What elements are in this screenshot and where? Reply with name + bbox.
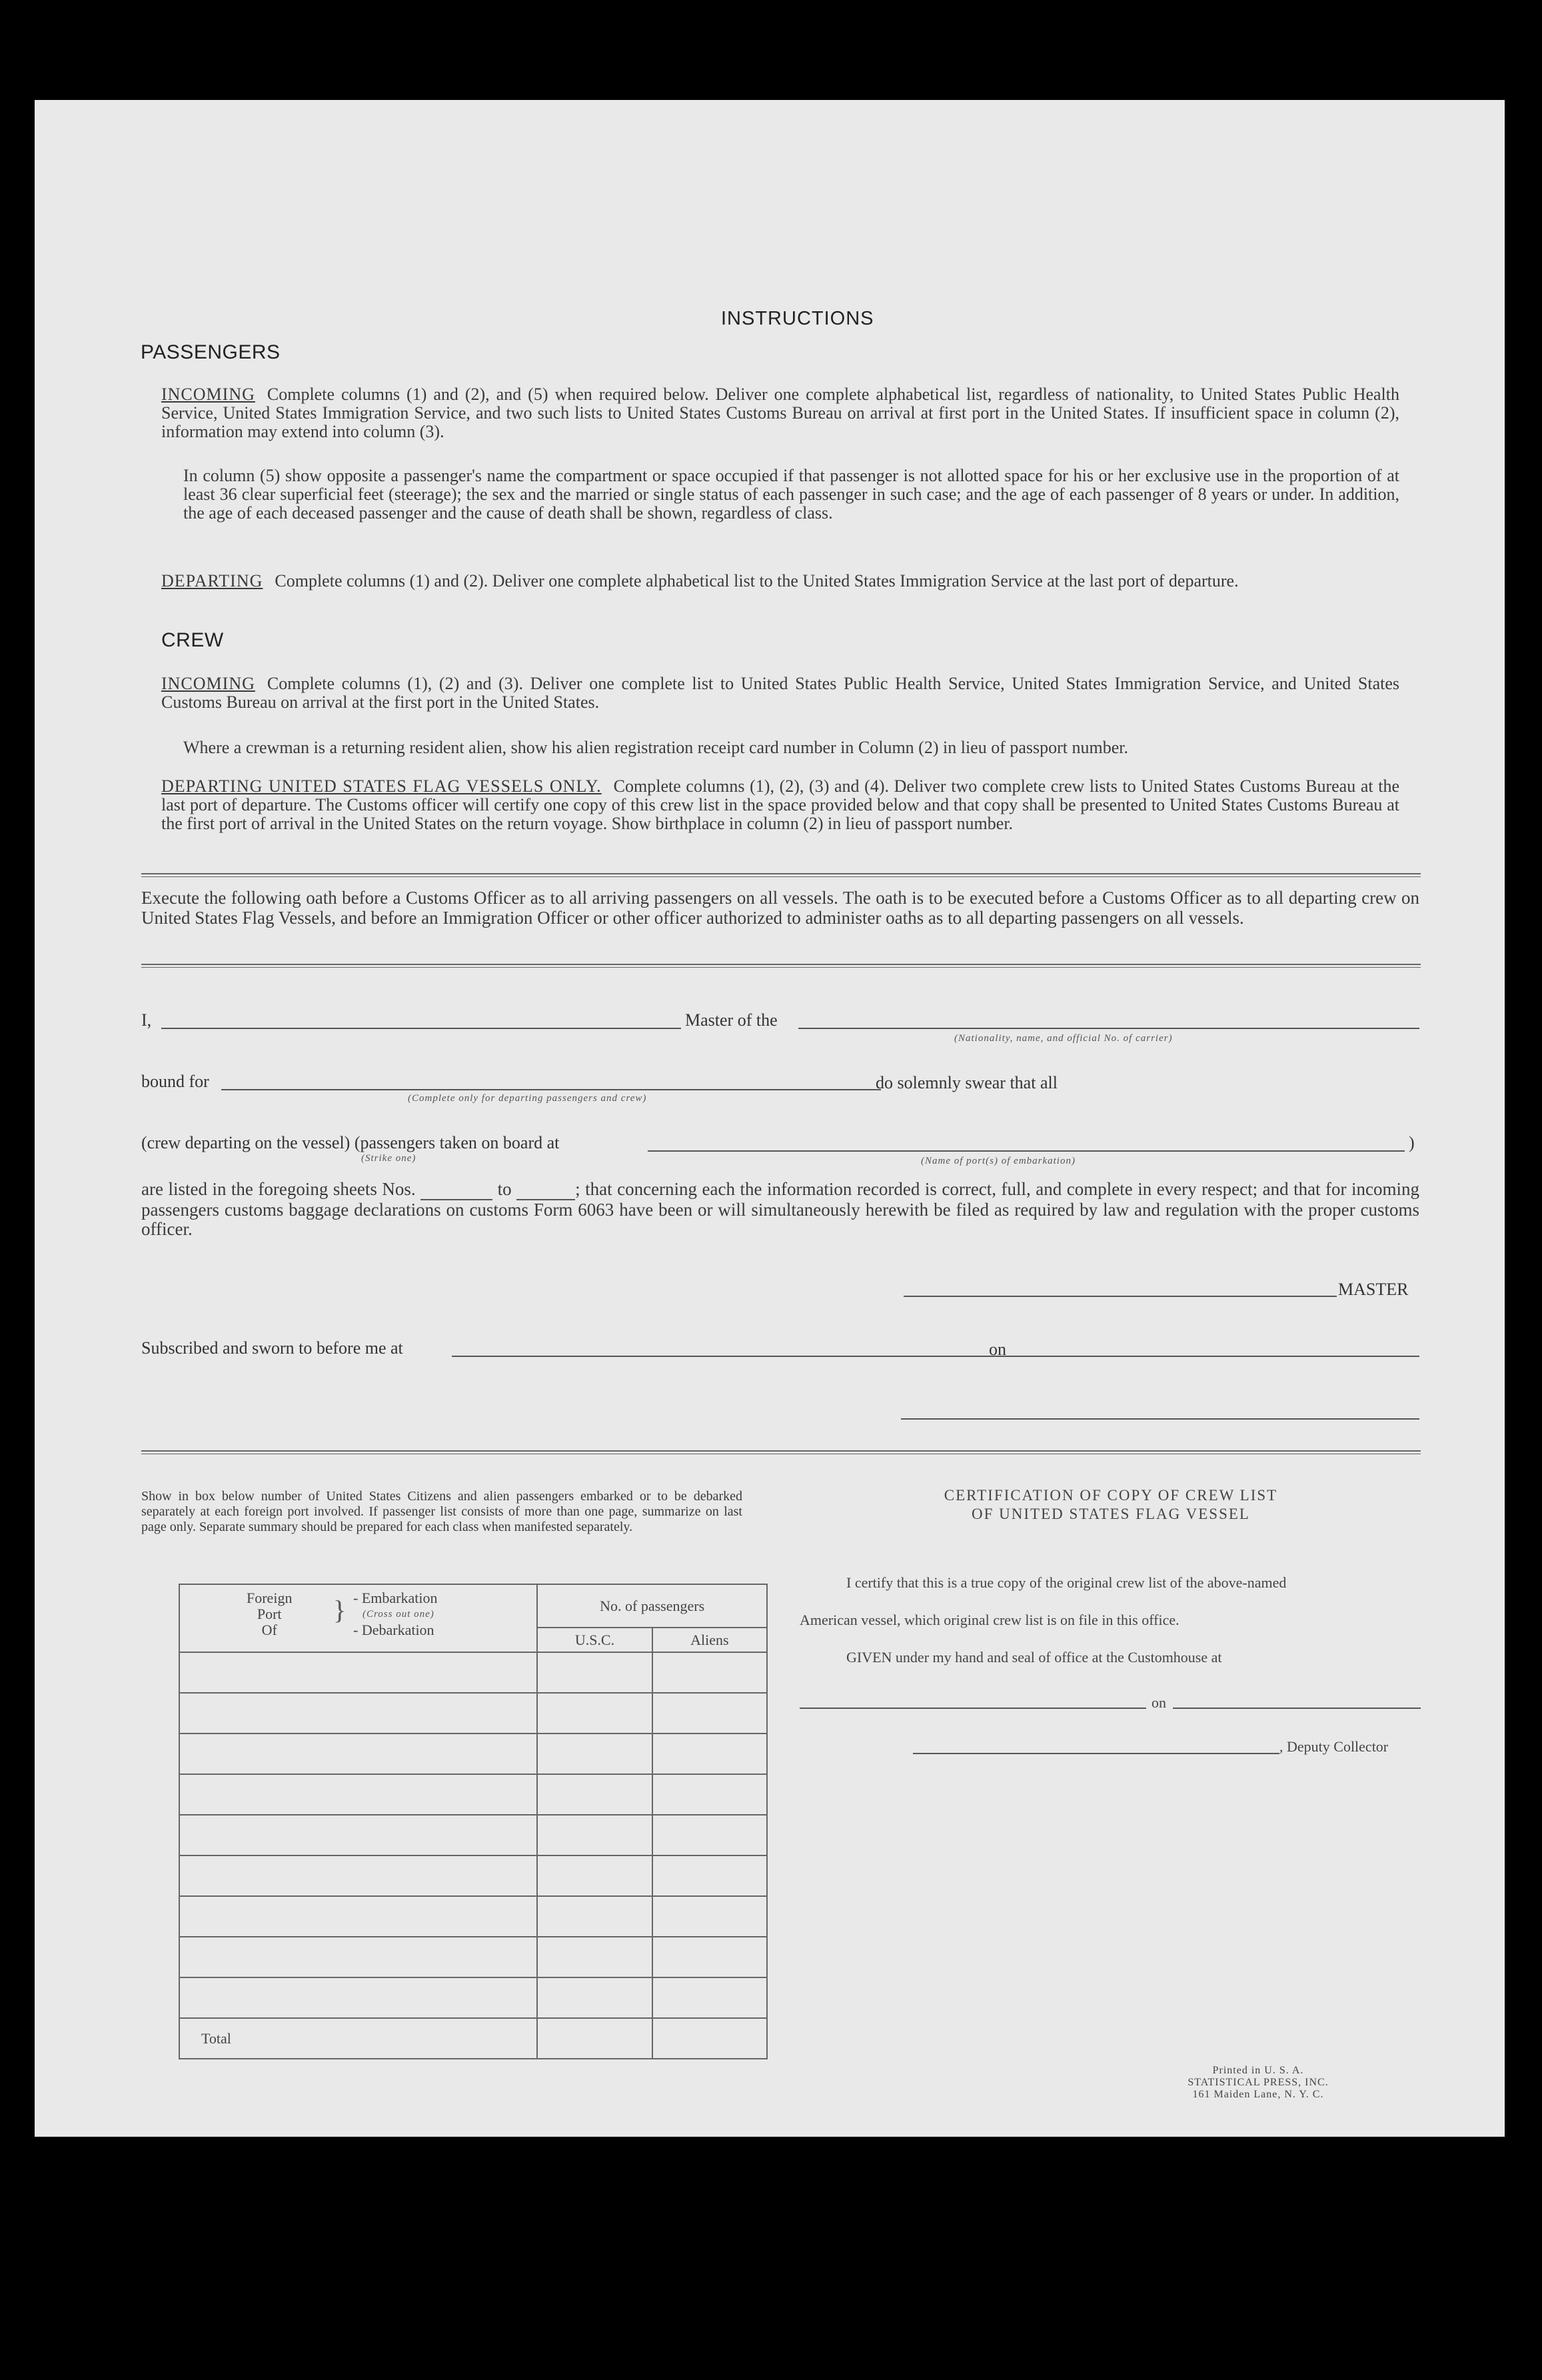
bound-for-field[interactable] [221,1089,881,1090]
brace-icon: } [333,1595,347,1625]
port-cell[interactable] [179,1855,537,1896]
foreign-port-of [247,1590,292,1638]
crewman-paragraph: Where a crewman is a returning resident alien, show his alien registration receipt card number in Column (2) in lieu of passport number. [183,738,1129,757]
departing-label: DEPARTING [161,571,263,591]
usc-cell[interactable] [537,1693,652,1734]
port-header-cell [179,1584,537,1652]
aliens-cell[interactable] [652,1855,767,1896]
aliens-cell[interactable] [652,1774,767,1815]
box-instructions: Show in box below number of United States Citizens and alien passengers embarked or to be debarked separately at each foreign port involved. If passenger list consists of more than one page, summarize on last page only. Separate summary should be prepared for each class when manifested separately. [141,1489,742,1534]
total-label: Total [179,2018,537,2059]
certify-line1: I certify that this is a true copy of the original crew list of the above-named [846,1574,1287,1591]
certification-title-line1: CERTIFICATION OF COPY OF CREW LIST [944,1487,1278,1504]
divider [141,873,1421,877]
port-cell[interactable] [179,1977,537,2018]
aliens-cell[interactable] [652,1815,767,1855]
aliens-cell[interactable] [652,1937,767,1977]
subscribed-label: Subscribed and sworn to before me at [141,1338,403,1358]
aliens-cell[interactable] [652,1896,767,1937]
crew-heading: CREW [161,629,224,651]
crew-departing-text: Complete columns (1), (2), (3) and (4). Deliver two complete crew lists to United States Customs Bureau at the last port of departure. The Customs officer will certify one copy of this crew list in the space provided below and that copy shall be presented to United States Customs Bureau at the first port of arrival in the United States on the return voyage. Show birthplace in column (2) in lieu of passport number. [161,776,1399,833]
port-cell[interactable] [179,1937,537,1977]
usc-total-cell[interactable] [537,2018,652,2059]
usc-cell[interactable] [537,1855,652,1896]
ports-hint: (Name of port(s) of embarkation) [921,1156,1076,1166]
table-row [179,1652,767,1693]
listed-suffix: ; that concerning each the information recorded is correct, full, and complete in every respect; and that for incoming passengers customs baggage declarations on customs Form 6063 have been or will simultaneously herewith be filed as required by law and regulation with the proper customs officer. [141,1179,1420,1239]
carrier-field[interactable] [798,1028,1419,1029]
table-row [179,1774,767,1815]
embarkation-port-field[interactable] [648,1150,1405,1152]
usc-cell[interactable] [537,1734,652,1774]
crew-incoming-text: Complete columns (1), (2) and (3). Deliver one complete list to United States Public Health Service, United States Immigration Service, and United States Customs Bureau on arrival at the first port in the United States. [161,674,1399,712]
port-cell[interactable] [179,1734,537,1774]
sworn-place-field[interactable] [452,1356,1018,1357]
cross-out-hint: (Cross out one) [363,1609,434,1620]
listed-prefix: are listed in the foregoing sheets Nos. [141,1179,416,1199]
usc-header: U.S.C. [537,1628,652,1652]
table-row [179,1815,767,1855]
cert-on-label: on [1152,1694,1166,1711]
bound-for-hint: (Complete only for departing passengers and crew) [408,1093,647,1104]
printer-line2: STATISTICAL PRESS, INC. [1187,2077,1329,2088]
aliens-cell[interactable] [652,1734,767,1774]
crew-departing-open: (crew departing [141,1133,251,1152]
aliens-total-cell[interactable] [652,2018,767,2059]
master-of-the-label: Master of the [685,1010,778,1030]
passengers-incoming-paragraph [161,385,1399,441]
port-cell[interactable] [179,1896,537,1937]
on-the-vessel: on the vessel) [255,1133,351,1152]
printer-line1: Printed in U. S. A. [1212,2065,1304,2076]
close-paren: ) [1409,1133,1415,1152]
no-of-passengers-header: No. of passengers [537,1584,767,1628]
listed-paragraph [141,1180,1419,1239]
given-line: GIVEN under my hand and seal of office at the Customhouse at [846,1649,1222,1666]
crew-incoming-paragraph [161,674,1399,712]
table-row [179,1977,767,2018]
sheet-from-field[interactable] [420,1180,492,1200]
passengers-departing-paragraph [161,572,1399,591]
embark-options [353,1590,437,1638]
total-row [179,2018,767,2059]
page-title: INSTRUCTIONS [721,308,874,329]
sheet-to-field[interactable] [516,1180,575,1200]
divider [141,1450,1421,1454]
sworn-date-field[interactable] [1013,1356,1419,1357]
do-swear-label: do solemnly swear that all [876,1073,1058,1092]
usc-cell[interactable] [537,1774,652,1815]
debarkation-label[interactable]: - Debarkation [353,1622,434,1638]
usc-cell[interactable] [537,1652,652,1693]
crew-incoming-label: INCOMING [161,674,255,693]
table-row [179,1855,767,1896]
divider [141,964,1421,968]
port-cell[interactable] [179,1774,537,1815]
passengers-heading: PASSENGERS [141,341,281,363]
cert-date-field[interactable] [1173,1708,1421,1709]
port-cell[interactable] [179,1652,537,1693]
table-row [179,1693,767,1734]
master-name-field[interactable] [161,1028,681,1029]
crew-departing-label: DEPARTING UNITED STATES FLAG VESSELS ONLY. [161,776,602,796]
usc-cell[interactable] [537,1815,652,1855]
officer-signature-field[interactable] [901,1418,1419,1420]
usc-cell[interactable] [537,1896,652,1937]
strike-one-hint: (Strike one) [361,1153,416,1164]
carrier-hint: (Nationality, name, and official No. of carrier) [954,1033,1173,1044]
passengers-departing-text: Complete columns (1) and (2). Deliver one complete alphabetical list to the United States Immigration Service at the last port of departure. [275,571,1239,591]
deputy-signature-field[interactable] [913,1753,1279,1754]
master-label: MASTER [1338,1280,1409,1299]
aliens-cell[interactable] [652,1693,767,1734]
port-label: Port [257,1606,282,1622]
of-label: Of [261,1622,277,1638]
foreign-label: Foreign [247,1590,293,1606]
certify-line2: American vessel, which original crew list is on file in this office. [800,1612,1179,1628]
passengers-incoming-text: Complete columns (1) and (2), and (5) when required below. Deliver one complete alphabetical list, regardless of nationality, to United States Public Health Service, United States Immigration Service, and two such lists to United States Customs Bureau on arrival at first port in the United States. If insufficient space in column (2), information may extend into column (3). [161,385,1399,441]
usc-cell[interactable] [537,1977,652,2018]
column5-paragraph: In column (5) show opposite a passenger's name the compartment or space occupied if that passenger is not allotted space for his or her exclusive use in the proportion of at least 36 clear superficial feet (steerage); the sex and the married or single status of each passenger in such case; and the age of each passenger of 8 years or under. In addition, the age of each deceased passenger and the cause of death shall be shown, regardless of class. [183,466,1399,523]
aliens-cell[interactable] [652,1977,767,2018]
certification-title [894,1486,1327,1524]
port-cell[interactable] [179,1815,537,1855]
deputy-collector-label: , Deputy Collector [1279,1738,1389,1755]
incoming-label: INCOMING [161,385,255,404]
oath-instructions: Execute the following oath before a Customs Officer as to all arriving passengers on all vessels. The oath is to be executed before a Customs Officer as to all departing crew on United States Flag Vessels, and before an Immigration Officer or other officer authorized to administer oaths as to all departing passengers on all vessels. [141,888,1419,928]
table-row [179,1896,767,1937]
printer-line3: 161 Maiden Lane, N. Y. C. [1192,2089,1324,2100]
certification-title-line2: OF UNITED STATES FLAG VESSEL [972,1506,1250,1522]
aliens-cell[interactable] [652,1652,767,1693]
oath-i-label: I, [141,1010,152,1030]
passengers-taken: (passengers taken on board at [354,1133,560,1152]
crew-departing-text-line [141,1133,559,1153]
passenger-count-table [179,1584,768,2059]
embarkation-label[interactable]: - Embarkation [353,1590,438,1606]
to-label: to [497,1179,512,1199]
aliens-header: Aliens [652,1628,767,1652]
crew-departing-paragraph [161,777,1399,833]
sworn-on-label: on [989,1340,1006,1359]
master-signature-field[interactable] [904,1296,1337,1297]
usc-cell[interactable] [537,1937,652,1977]
table-row [179,1734,767,1774]
bound-for-label: bound for [141,1072,209,1091]
port-cell[interactable] [179,1693,537,1734]
form-page [35,100,1505,2137]
printer-imprint [1152,2065,1365,2101]
table-row [179,1937,767,1977]
customhouse-field[interactable] [800,1708,1146,1709]
